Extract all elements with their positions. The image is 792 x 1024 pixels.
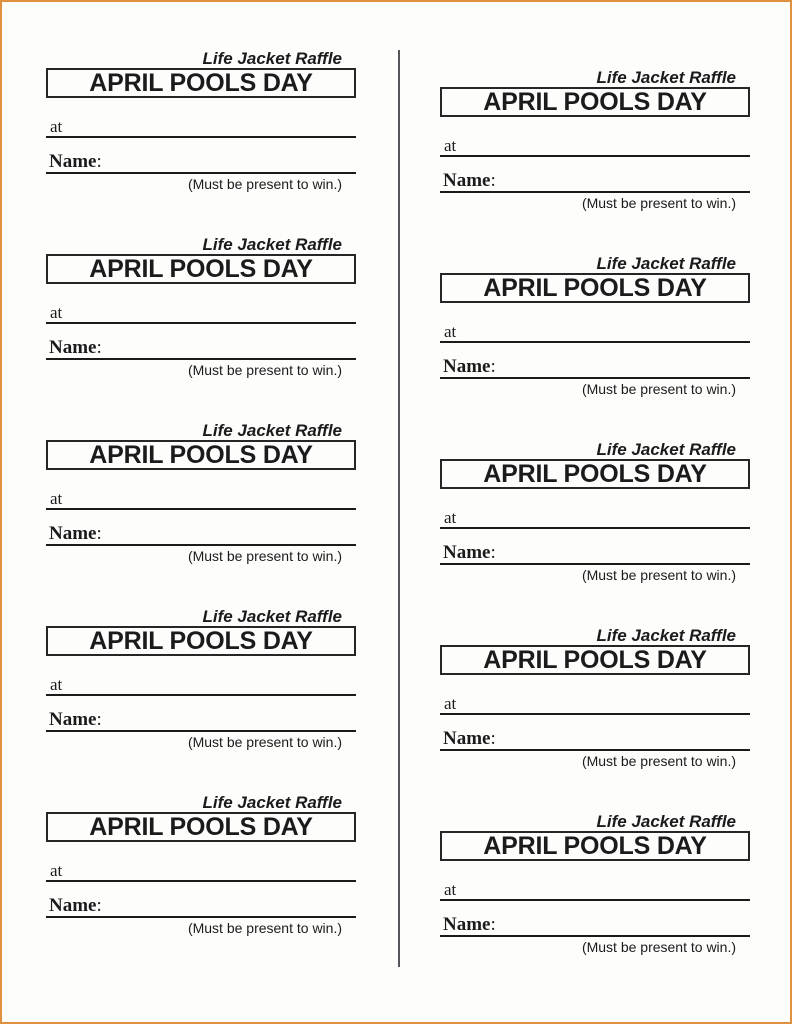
ticket-header: Life Jacket Raffle [596,440,736,459]
at-write-line [62,862,356,880]
ticket-title: APRIL POOLS DAY [89,255,313,283]
column-divider [398,50,400,967]
ticket-note: (Must be present to win.) [187,734,342,750]
ticket-title: APRIL POOLS DAY [89,627,313,655]
ticket-header: Life Jacket Raffle [596,68,736,87]
ticket-note: (Must be present to win.) [187,176,342,192]
at-label: at [444,322,457,341]
name-row [46,338,356,360]
raffle-ticket [440,627,750,769]
ticket-note: (Must be present to win.) [581,195,736,211]
name-row [46,896,356,918]
name-row [440,543,750,565]
at-write-line [62,118,356,136]
name-write-line [496,729,750,749]
ticket-title-box [46,440,356,470]
at-row [440,695,750,715]
name-write-line [496,357,750,377]
name-colon: : [96,337,102,358]
name-colon: : [490,728,496,749]
ticket-header: Life Jacket Raffle [202,49,342,68]
name-label: Name [443,914,491,935]
name-label: Name [443,542,491,563]
raffle-ticket [46,236,356,378]
name-write-line [496,915,750,935]
at-label: at [444,508,457,527]
name-row [440,357,750,379]
at-label: at [50,861,63,880]
ticket-title: APRIL POOLS DAY [483,88,707,116]
name-write-line [102,338,356,358]
at-row [46,490,356,510]
at-label: at [50,489,63,508]
name-row [46,710,356,732]
raffle-ticket [46,422,356,564]
at-row [440,881,750,901]
name-colon: : [490,170,496,191]
ticket-note: (Must be present to win.) [187,920,342,936]
ticket-title: APRIL POOLS DAY [89,69,313,97]
ticket-title-box [46,812,356,842]
ticket-note: (Must be present to win.) [187,362,342,378]
ticket-header: Life Jacket Raffle [202,235,342,254]
at-write-line [62,490,356,508]
at-write-line [62,676,356,694]
name-label: Name [443,728,491,749]
at-write-line [456,323,750,341]
ticket-note: (Must be present to win.) [581,939,736,955]
raffle-ticket [46,608,356,750]
name-label: Name [49,709,97,730]
at-write-line [456,881,750,899]
name-row [46,152,356,174]
ticket-note: (Must be present to win.) [581,567,736,583]
name-label: Name [49,337,97,358]
at-write-line [456,137,750,155]
ticket-title-box [440,645,750,675]
ticket-title: APRIL POOLS DAY [89,813,313,841]
ticket-title-box [440,87,750,117]
at-row [46,118,356,138]
name-write-line [102,524,356,544]
at-label: at [50,117,63,136]
at-row [46,862,356,882]
ticket-title-box [440,831,750,861]
name-label: Name [49,895,97,916]
at-label: at [444,136,457,155]
ticket-header: Life Jacket Raffle [202,421,342,440]
raffle-ticket [46,50,356,192]
ticket-note: (Must be present to win.) [187,548,342,564]
name-colon: : [96,151,102,172]
ticket-title-box [46,626,356,656]
raffle-ticket [440,69,750,211]
at-row [440,509,750,529]
at-row [46,676,356,696]
name-row [440,171,750,193]
ticket-title-box [46,254,356,284]
ticket-header: Life Jacket Raffle [202,607,342,626]
at-write-line [456,509,750,527]
name-colon: : [490,914,496,935]
name-row [440,729,750,751]
raffle-ticket [440,813,750,955]
at-label: at [444,694,457,713]
at-write-line [456,695,750,713]
name-write-line [496,543,750,563]
name-write-line [102,152,356,172]
ticket-title: APRIL POOLS DAY [483,832,707,860]
ticket-title-box [440,273,750,303]
ticket-note: (Must be present to win.) [581,381,736,397]
ticket-header: Life Jacket Raffle [202,793,342,812]
name-label: Name [443,356,491,377]
name-row [440,915,750,937]
name-colon: : [490,542,496,563]
name-label: Name [443,170,491,191]
at-write-line [62,304,356,322]
at-row [440,137,750,157]
name-colon: : [96,709,102,730]
ticket-note: (Must be present to win.) [581,753,736,769]
at-label: at [444,880,457,899]
name-write-line [102,896,356,916]
at-label: at [50,303,63,322]
name-colon: : [96,895,102,916]
ticket-title: APRIL POOLS DAY [483,274,707,302]
raffle-ticket [440,441,750,583]
ticket-column-left [46,50,356,980]
ticket-header: Life Jacket Raffle [596,812,736,831]
ticket-title-box [440,459,750,489]
name-colon: : [96,523,102,544]
ticket-title: APRIL POOLS DAY [89,441,313,469]
ticket-title: APRIL POOLS DAY [483,460,707,488]
name-write-line [496,171,750,191]
ticket-title-box [46,68,356,98]
ticket-header: Life Jacket Raffle [596,626,736,645]
ticket-title: APRIL POOLS DAY [483,646,707,674]
at-row [46,304,356,324]
name-label: Name [49,523,97,544]
name-write-line [102,710,356,730]
name-colon: : [490,356,496,377]
at-row [440,323,750,343]
name-row [46,524,356,546]
name-label: Name [49,151,97,172]
raffle-ticket [46,794,356,936]
ticket-header: Life Jacket Raffle [596,254,736,273]
raffle-ticket [440,255,750,397]
at-label: at [50,675,63,694]
ticket-column-right [440,69,750,999]
